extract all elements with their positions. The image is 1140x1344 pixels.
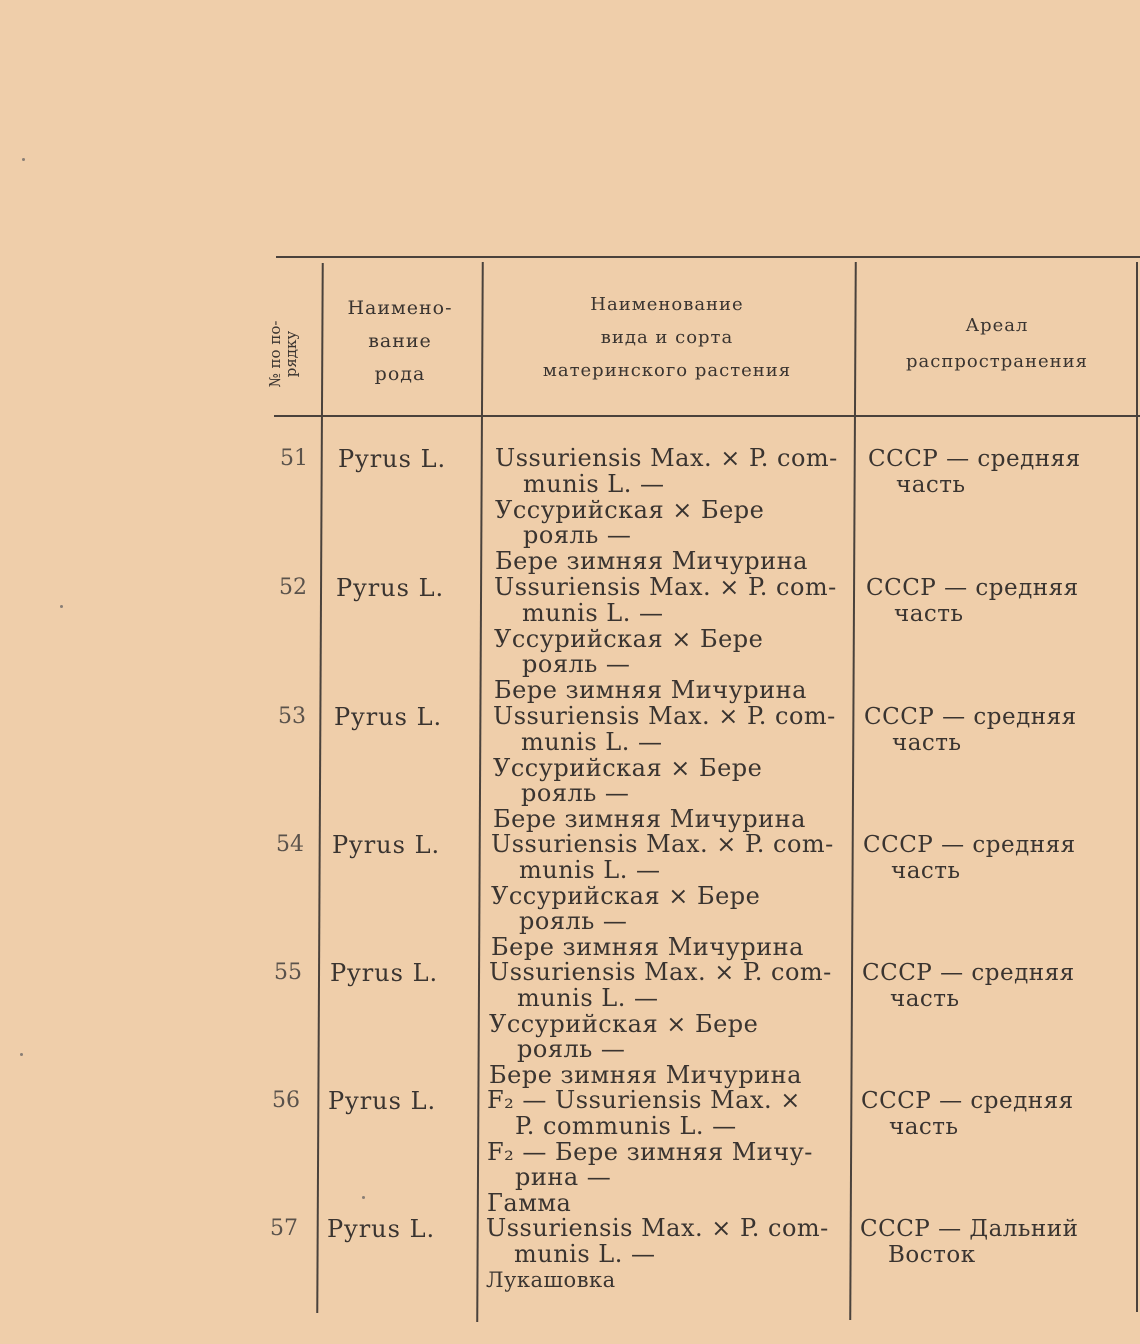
area-line: СССР — средняя (862, 960, 1075, 986)
species-line: munis L. — (519, 855, 661, 884)
species-line: Уссурийская ⨯ Бере (491, 881, 761, 910)
species-line: Ussuriensis Max. ⨯ P. com- (493, 702, 836, 730)
header-species-line-2: вида и сорта (600, 327, 734, 348)
species-line: Лукашовка (486, 1267, 616, 1292)
area-line: часть (891, 858, 961, 884)
area-line: СССР — средняя (863, 832, 1076, 858)
area-line: СССР — средняя (868, 446, 1081, 472)
species-line: munis L. — (522, 598, 664, 627)
row-genus: Pyrus L. (338, 445, 447, 473)
species-line: Бере зимняя Мичурина (489, 1061, 802, 1090)
table-row (0, 1088, 1140, 1216)
species-line: Ussuriensis Max. ⨯ P. com- (486, 1214, 829, 1242)
species-line: Уссурийская ⨯ Бере (495, 495, 765, 524)
table-row (0, 575, 1140, 703)
row-area (860, 1216, 1078, 1268)
species-line: P. communis L. — (515, 1111, 737, 1140)
row-number: 56 (272, 1088, 300, 1113)
row-species (489, 960, 844, 1089)
species-line: Ussuriensis Max. ⨯ P. com- (491, 830, 834, 858)
row-number: 57 (270, 1216, 298, 1241)
row-area (862, 960, 1075, 1012)
row-number: 51 (280, 446, 308, 471)
area-line: часть (889, 1114, 959, 1140)
table-row (0, 1216, 1140, 1344)
species-line: munis L. — (523, 469, 665, 498)
row-species (486, 1216, 841, 1293)
header-genus-line-2: вание (368, 330, 432, 352)
species-line: Уссурийская ⨯ Бере (493, 753, 763, 782)
row-species (487, 1088, 842, 1217)
row-number: 54 (276, 832, 304, 857)
row-species (493, 704, 848, 833)
species-line: рояль — (517, 1035, 626, 1064)
table-row (0, 960, 1140, 1088)
row-species (491, 832, 846, 961)
species-line: рина — (515, 1163, 612, 1192)
species-line: Ussuriensis Max. ⨯ P. com- (495, 444, 838, 472)
row-area (863, 832, 1076, 884)
row-number: 52 (279, 575, 307, 600)
area-line: Восток (888, 1242, 976, 1268)
paper-speck (60, 605, 63, 608)
area-line: часть (896, 472, 966, 498)
row-genus: Pyrus L. (330, 959, 439, 987)
header-area (858, 308, 1136, 380)
paper-speck (22, 158, 25, 161)
header-number-line-1: № по по- (266, 320, 284, 388)
row-species (495, 446, 850, 575)
header-area-line-1: Ареал (965, 315, 1029, 336)
row-genus: Pyrus L. (334, 703, 443, 731)
header-genus-line-1: Наимено- (347, 297, 453, 319)
species-line: Гамма (487, 1189, 572, 1218)
area-line: СССР — Дальний (860, 1216, 1079, 1242)
species-line: munis L. — (514, 1239, 656, 1268)
row-genus: Pyrus L. (332, 831, 441, 859)
species-line: Бере зимняя Мичурина (495, 547, 808, 576)
species-line: munis L. — (517, 983, 659, 1012)
header-number-line-2: рядку (282, 330, 300, 378)
species-line: Бере зимняя Мичурина (494, 676, 807, 705)
header-species-line-3: материнского растения (542, 360, 792, 381)
header-number (268, 298, 298, 410)
header-genus-line-3: рода (374, 363, 426, 385)
species-line: Ussuriensis Max. ⨯ P. com- (489, 958, 832, 986)
paper-speck (362, 1196, 365, 1199)
row-number: 53 (278, 704, 306, 729)
header-genus (324, 292, 476, 391)
species-line: рояль — (519, 907, 628, 936)
species-line: F₂ — Бере зимняя Мичу- (487, 1137, 813, 1166)
row-species (494, 575, 849, 704)
species-line: Бере зимняя Мичурина (491, 933, 804, 962)
row-genus: Pyrus L. (328, 1087, 437, 1115)
table-row (0, 704, 1140, 832)
header-area-line-2: распространения (906, 351, 1088, 372)
row-number: 55 (274, 960, 302, 985)
table-top-rule (276, 256, 1140, 258)
row-area (864, 704, 1077, 756)
species-line: Уссурийская ⨯ Бере (489, 1009, 759, 1038)
table-row (0, 832, 1140, 960)
area-line: часть (892, 730, 962, 756)
table-row (0, 446, 1140, 574)
species-line: Бере зимняя Мичурина (493, 805, 806, 834)
area-line: часть (894, 601, 964, 627)
row-area (861, 1088, 1074, 1140)
species-line: Ussuriensis Max. ⨯ P. com- (494, 573, 837, 601)
header-species (486, 288, 848, 387)
species-line: Уссурийская ⨯ Бере (494, 624, 764, 653)
row-area (866, 575, 1079, 627)
row-genus: Pyrus L. (336, 574, 445, 602)
species-line: munis L. — (521, 727, 663, 756)
species-line: рояль — (522, 650, 631, 679)
species-line: рояль — (523, 521, 632, 550)
row-area (868, 446, 1081, 498)
header-species-line-1: Наименование (590, 294, 744, 315)
area-line: СССР — средняя (861, 1088, 1074, 1114)
area-line: СССР — средняя (866, 575, 1079, 601)
area-line: часть (890, 986, 960, 1012)
area-line: СССР — средняя (864, 704, 1077, 730)
species-line: рояль — (521, 779, 630, 808)
row-genus: Pyrus L. (327, 1215, 436, 1243)
species-line: F₂ — Ussuriensis Max. ⨯ (487, 1086, 801, 1114)
header-bottom-rule (274, 415, 1140, 417)
paper-speck (20, 1053, 23, 1056)
